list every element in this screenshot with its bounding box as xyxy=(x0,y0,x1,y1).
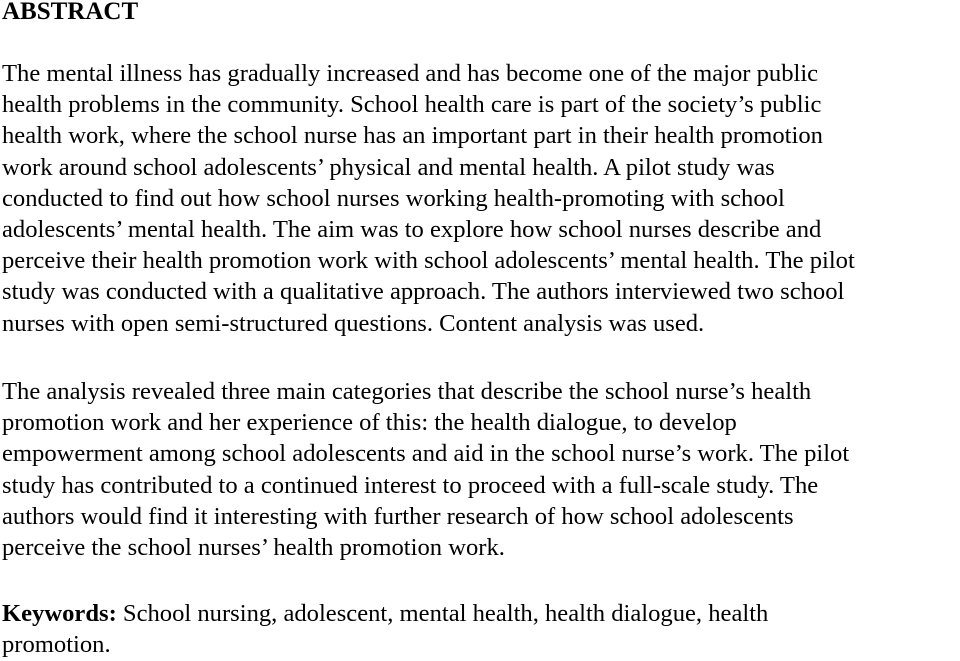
paragraph-line: nurses with open semi-structured questions. Content analysis was used. xyxy=(2,309,705,337)
paragraph-line: health work, where the school nurse has an important part in their health promotion xyxy=(2,122,823,150)
paragraph-line: authors would find it interesting with further research of how school adolescents xyxy=(2,502,794,530)
keywords-label: Keywords: xyxy=(2,600,117,627)
paragraph-line: conducted to find out how school nurses working health-promoting with school xyxy=(2,184,785,212)
paragraph-line: The mental illness has gradually increased and has become one of the major public xyxy=(2,60,819,87)
abstract-paragraph-2 xyxy=(2,376,954,563)
paragraph-line: perceive the school nurses’ health promotion work. xyxy=(2,534,505,562)
abstract-heading: ABSTRACT xyxy=(2,0,139,25)
paragraph-line: empowerment among school adolescents and aid in the school nurse’s work. The pilot xyxy=(2,440,850,468)
paragraph-line: promotion work and her experience of this: the health dialogue, to develop xyxy=(2,409,737,437)
keywords-text: School nursing, adolescent, mental health, health dialogue, health xyxy=(116,600,769,627)
keywords-line-1 xyxy=(2,598,954,629)
paragraph-line: adolescents’ mental health. The aim was to explore how school nurses describe and xyxy=(2,216,822,244)
paragraph-line: perceive their health promotion work with school adolescents’ mental health. The pilot xyxy=(2,247,855,275)
abstract-paragraph-1 xyxy=(2,58,954,339)
paragraph-line: The analysis revealed three main categories that describe the school nurse’s health xyxy=(2,378,812,405)
paragraph-line: work around school adolescents’ physical and mental health. A pilot study was xyxy=(2,153,775,181)
keywords-line-2: promotion. xyxy=(2,631,111,659)
paragraph-line: study has contributed to a continued interest to proceed with a full-scale study. The xyxy=(2,471,819,499)
paragraph-line: health problems in the community. School health care is part of the society’s public xyxy=(2,91,822,119)
keywords-paragraph xyxy=(2,598,954,660)
paragraph-line: study was conducted with a qualitative approach. The authors interviewed two school xyxy=(2,278,845,306)
